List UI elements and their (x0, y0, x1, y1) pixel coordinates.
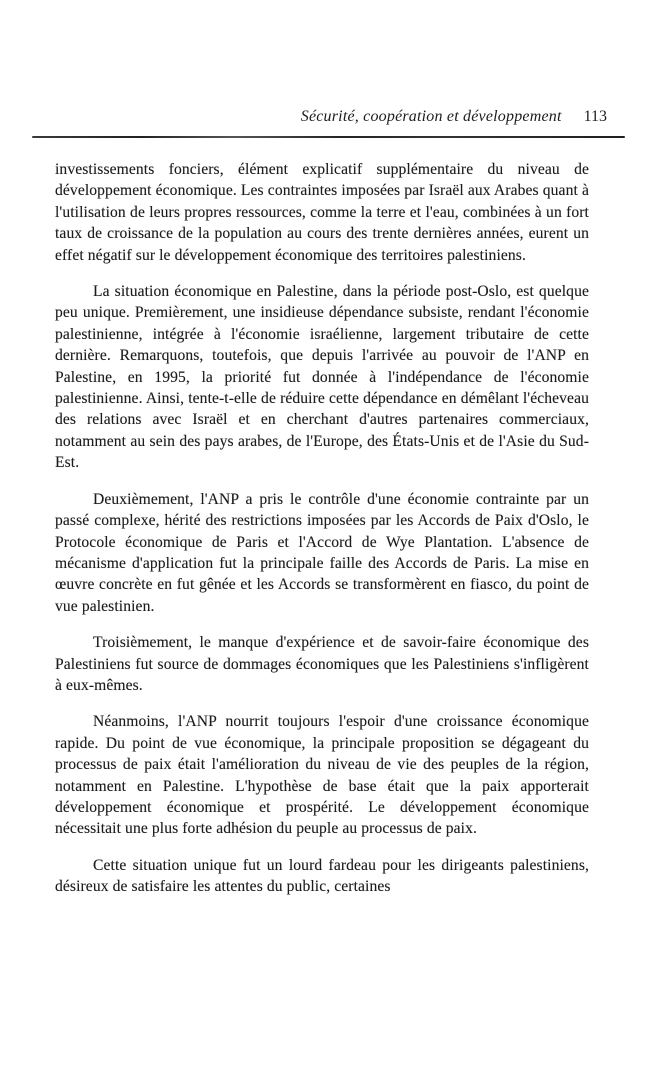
paragraph-continuation: investissements fonciers, élément explicatif supplémentaire du niveau de développement économique. Les contraintes imposées par Israël aux Arabes quant à l'utilisation de leurs propres ressources, comme la terre et l'eau, combinées à un fort taux de croissance de la population au cours des trente dernières années, eurent un effet négatif sur le développement économique des territoires palestiniens. (55, 161, 589, 264)
page-body (55, 159, 589, 898)
paragraph: Troisièmement, le manque d'expérience et de savoir-faire économique des Palestiniens fut source de dommages économiques que les Palestiniens s'infligèrent à eux-mêmes. (55, 634, 589, 694)
header-rule (32, 136, 625, 138)
paragraph: Néanmoins, l'ANP nourrit toujours l'espoir d'une croissance économique rapide. Du point de vue économique, la principale proposition se dégageant du processus de paix était l'amélioration du niveau de vie des peuples de la région, notamment en Palestine. L'hypothèse de base était que la paix apporterait développement économique et prospérité. Le développement économique nécessitait une plus forte adhésion du peuple au processus de paix. (55, 713, 589, 838)
page-number: 113 (583, 108, 607, 125)
running-title: Sécurité, coopération et développement (300, 108, 562, 125)
paragraph: La situation économique en Palestine, dans la période post-Oslo, est quelque peu unique. Premièrement, une insidieuse dépendance subsiste, rendant l'économie palestinienne, intégrée à l'économie israélienne, largement tributaire de cette dernière. Remarquons, toutefois, que depuis l'arrivée au pouvoir de l'ANP en Palestine, en 1995, la priorité fut donnée à l'indépendance de l'économie palestinienne. Ainsi, tente-t-elle de réduire cette dépendance en démêlant l'écheveau des relations avec Israël et en cherchant d'autres partenaires commerciaux, notamment au sein des pays arabes, de l'Europe, des États-Unis et de l'Asie du Sud-Est. (55, 283, 589, 472)
paragraph: Deuxièmement, l'ANP a pris le contrôle d'une économie contrainte par un passé complexe, hérité des restrictions imposées par les Accords de Paix d'Oslo, le Protocole économique de Paris et l'Accord de Wye Plantation. L'absence de mécanisme d'application fut la principale faille des Accords de Paris. La mise en œuvre concrète en fut gênée et les Accords se transformèrent en fiasco, du point de vue palestinien. (55, 490, 589, 615)
paragraph: Cette situation unique fut un lourd fardeau pour les dirigeants palestiniens, désireux de satisfaire les attentes du public, certaines (55, 856, 589, 896)
running-header (32, 106, 625, 128)
